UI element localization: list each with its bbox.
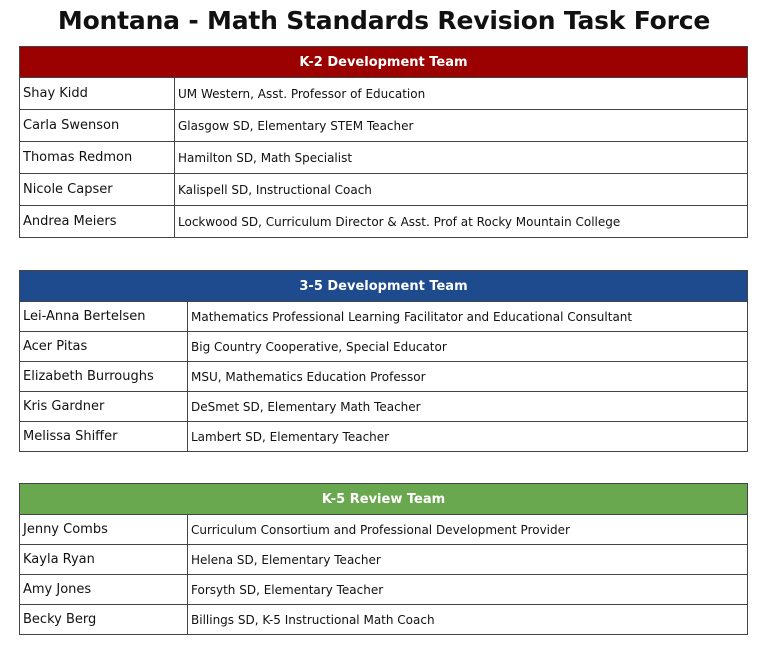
member-role: MSU, Mathematics Education Professor xyxy=(188,362,748,392)
member-name: Lei-Anna Bertelsen xyxy=(20,302,188,332)
team-header: K-2 Development Team xyxy=(20,47,748,78)
member-role: Big Country Cooperative, Special Educator xyxy=(188,332,748,362)
member-role: Forsyth SD, Elementary Teacher xyxy=(188,575,748,605)
table-row xyxy=(20,392,748,422)
table-row xyxy=(20,575,748,605)
table-row xyxy=(20,332,748,362)
member-role: Kalispell SD, Instructional Coach xyxy=(175,174,748,206)
member-role: Lambert SD, Elementary Teacher xyxy=(188,422,748,452)
team-header-row xyxy=(20,271,748,302)
member-name: Elizabeth Burroughs xyxy=(20,362,188,392)
member-role: Billings SD, K-5 Instructional Math Coach xyxy=(188,605,748,635)
member-role: Helena SD, Elementary Teacher xyxy=(188,545,748,575)
3-5-development-team-table xyxy=(19,270,748,452)
member-name: Melissa Shiffer xyxy=(20,422,188,452)
table-row xyxy=(20,78,748,110)
member-name: Carla Swenson xyxy=(20,110,175,142)
member-name: Jenny Combs xyxy=(20,515,188,545)
member-role: DeSmet SD, Elementary Math Teacher xyxy=(188,392,748,422)
table-row xyxy=(20,515,748,545)
member-name: Acer Pitas xyxy=(20,332,188,362)
table-row xyxy=(20,206,748,238)
member-role: UM Western, Asst. Professor of Education xyxy=(175,78,748,110)
table-row xyxy=(20,110,748,142)
team-header: 3-5 Development Team xyxy=(20,271,748,302)
team-header: K-5 Review Team xyxy=(20,484,748,515)
member-name: Thomas Redmon xyxy=(20,142,175,174)
member-name: Andrea Meiers xyxy=(20,206,175,238)
member-role: Hamilton SD, Math Specialist xyxy=(175,142,748,174)
member-name: Kris Gardner xyxy=(20,392,188,422)
k5-review-team-table xyxy=(19,483,748,635)
team-header-row xyxy=(20,484,748,515)
table-row xyxy=(20,545,748,575)
table-row xyxy=(20,302,748,332)
table-row xyxy=(20,422,748,452)
table-row xyxy=(20,142,748,174)
member-name: Kayla Ryan xyxy=(20,545,188,575)
page-title: Montana - Math Standards Revision Task Force xyxy=(57,6,711,35)
table-row xyxy=(20,362,748,392)
member-role: Curriculum Consortium and Professional Development Provider xyxy=(188,515,748,545)
member-role: Lockwood SD, Curriculum Director & Asst. Prof at Rocky Mountain College xyxy=(175,206,748,238)
k2-development-team-table xyxy=(19,46,748,238)
table-row xyxy=(20,174,748,206)
member-name: Amy Jones xyxy=(20,575,188,605)
member-name: Becky Berg xyxy=(20,605,188,635)
member-name: Shay Kidd xyxy=(20,78,175,110)
member-role: Mathematics Professional Learning Facilitator and Educational Consultant xyxy=(188,302,748,332)
table-row xyxy=(20,605,748,635)
team-header-row xyxy=(20,47,748,78)
member-role: Glasgow SD, Elementary STEM Teacher xyxy=(175,110,748,142)
member-name: Nicole Capser xyxy=(20,174,175,206)
